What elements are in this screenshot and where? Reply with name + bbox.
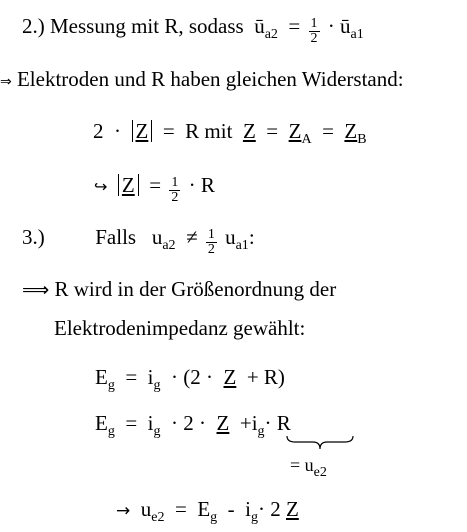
line-measurement <box>22 13 364 48</box>
line-case-3: 3.) Falls $u_{a2}$ ≠ $\frac{1}{2}$ $u_{a1}$: <box>22 225 255 257</box>
e-g: $E_g$ <box>197 497 218 525</box>
u-bar-a2: $ū_{a2}$ <box>254 14 278 42</box>
line-z-half-r: ↪ Z = $\frac{1}{2}$ · R <box>94 173 215 205</box>
e-g: $E_g$ <box>95 365 115 393</box>
dot-operator: · <box>327 14 335 38</box>
u-bar-a1: $ū_{a1}$ <box>340 14 364 42</box>
u-a1: $u_{a1}$ <box>225 225 249 253</box>
hook-arrow-icon: ↪ <box>94 177 108 196</box>
underbrace-icon <box>285 434 355 452</box>
abs-z: Z <box>118 174 139 196</box>
abs-z: Z <box>132 120 153 142</box>
e-g: $E_g$ <box>95 411 115 439</box>
line-ue2-result: → $u_{e2} = E_g - i_g\cdot 2$ Z <box>116 497 299 525</box>
line-eg-equation-2: $E_g = i_g \cdot 2 \cdot Z +i_g\cdot R$ <box>95 411 291 439</box>
i-g: $i_g$ <box>245 497 258 525</box>
fraction-half: $\frac{1}{2}$ <box>207 227 215 257</box>
electrodes-text: Elektroden und R haben gleichen Widerstand: <box>16 67 404 91</box>
z-a: $Z_A$ <box>288 119 312 147</box>
fraction-half: $\frac{1}{2}$ <box>171 175 179 205</box>
measurement-text: 2.) Messung mit R, sodass <box>22 14 244 38</box>
z-b: $Z_B$ <box>344 119 367 147</box>
line-ue2-label: = $u_{e2}$ <box>290 455 327 480</box>
long-implies-arrow: ⟹ <box>22 279 50 301</box>
i-g: $i_g$ <box>147 411 161 439</box>
i-g-second: $i_g$ <box>251 411 265 439</box>
line-impedance-equation: 2 · Z = R mit $Z = Z_A = Z_B$ <box>93 119 367 147</box>
right-arrow-icon: → <box>116 501 131 521</box>
u-e2: $u_{e2}$ <box>140 497 165 525</box>
u-a2: $u_{a2}$ <box>151 225 176 253</box>
line-electrodes <box>0 66 404 95</box>
line-r-order: ⟹ R wird in der Größenordnung der <box>22 277 337 301</box>
line-eg-equation-1: $E_g = i_g \cdot (2 \cdot Z + R)$ <box>95 365 285 393</box>
implies-arrow: ⇒ <box>0 74 12 90</box>
fraction-half: $\frac{1}{2}$ <box>310 16 318 46</box>
equals-sign: = <box>288 14 301 38</box>
i-g: $i_g$ <box>147 365 161 393</box>
line-electrode-impedance: Elektrodenimpedanz gewählt: <box>54 316 306 340</box>
